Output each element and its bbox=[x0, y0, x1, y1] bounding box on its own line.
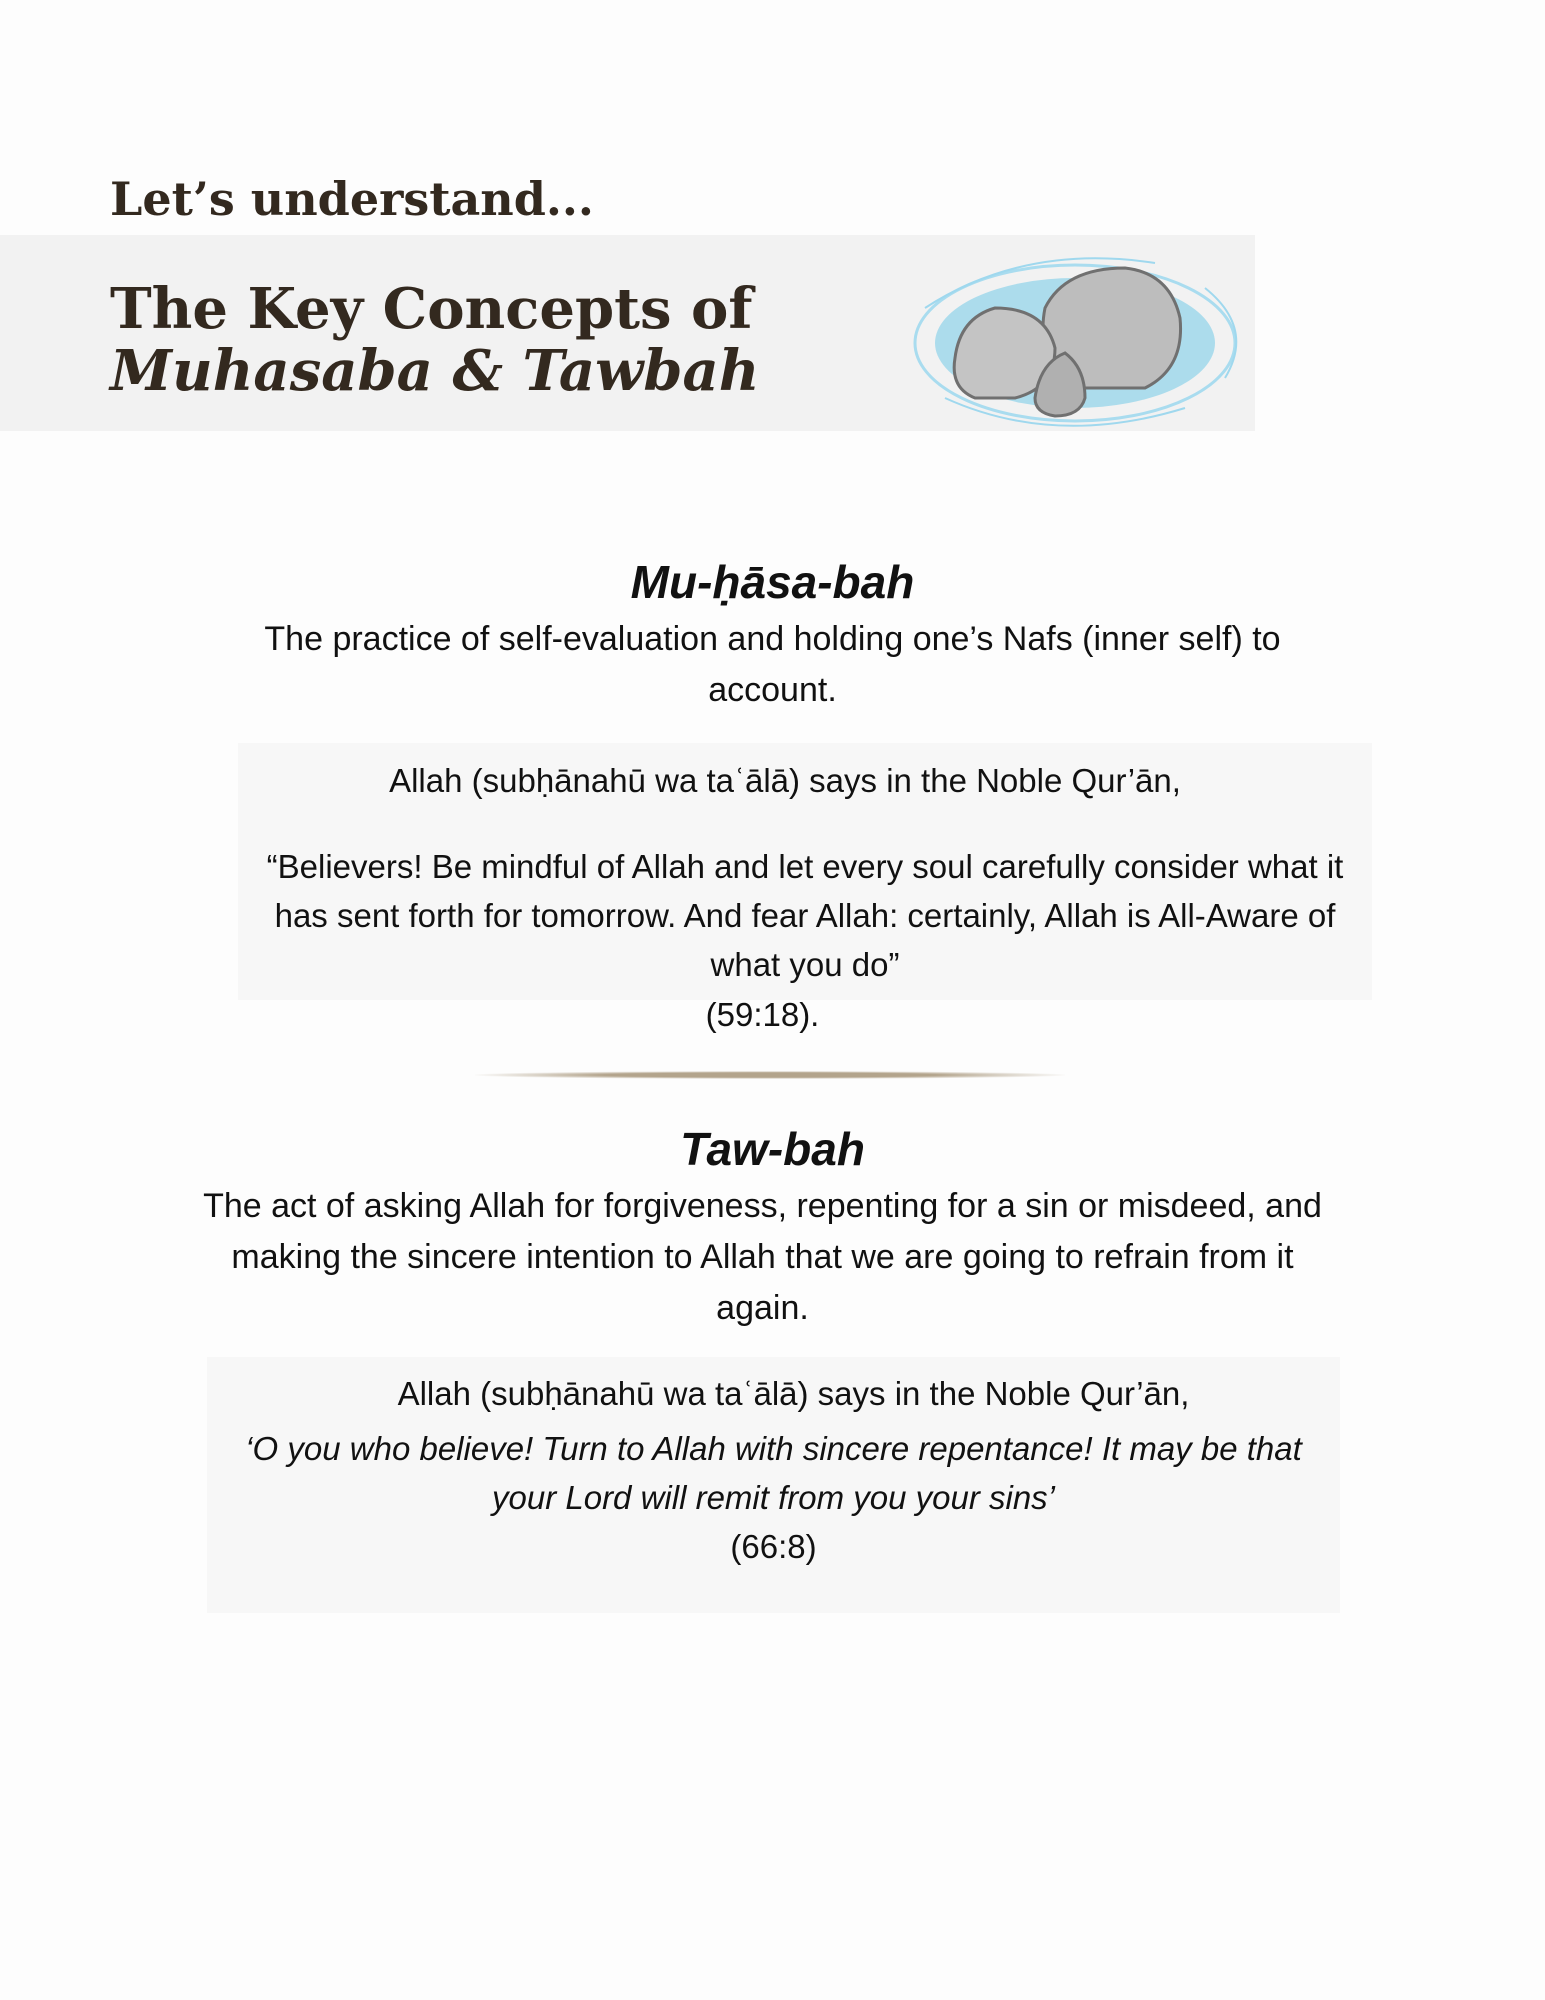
section-divider bbox=[475, 1071, 1065, 1079]
stones-illustration-icon bbox=[905, 248, 1255, 433]
intro-heading: Let’s understand... bbox=[110, 172, 594, 226]
quote-reference: (59:18). bbox=[705, 996, 820, 1033]
page-title bbox=[110, 278, 759, 402]
quote-intro: Allah (subḥānahū wa taʿālā) says in the Noble Qur’ān, bbox=[389, 762, 1181, 799]
tawbah-definition: The act of asking Allah for forgiveness, repenting for a sin or misdeed, and making the sincere intention to Allah that we are going to refrain from it again. bbox=[203, 1187, 1322, 1327]
title-line-2: Muhasaba & Tawbah bbox=[110, 338, 760, 404]
muhasabah-quote-box bbox=[238, 743, 1372, 1000]
muhasabah-definition: The practice of self-evaluation and holding one’s Nafs (inner self) to account. bbox=[264, 620, 1281, 709]
quote-intro: Allah (subḥānahū wa taʿālā) says in the Noble Qur’ān, bbox=[397, 1375, 1190, 1412]
tawbah-heading: Taw-bah bbox=[680, 1123, 865, 1175]
muhasabah-heading: Mu-ḥāsa-bah bbox=[630, 556, 915, 608]
quote-text: “Believers! Be mindful of Allah and let every soul carefully consider what it has sent forth for tomorrow. And fear Allah: certainly, Allah is All-Aware of what you do” bbox=[266, 848, 1344, 983]
quote-text: ‘O you who believe! Turn to Allah with sincere repentance! It may be that your Lord will remit from you your sins’ bbox=[245, 1430, 1302, 1516]
tawbah-quote-box bbox=[207, 1357, 1340, 1613]
quote-reference: (66:8) bbox=[730, 1528, 817, 1565]
title-line-1: The Key Concepts of bbox=[110, 276, 753, 342]
